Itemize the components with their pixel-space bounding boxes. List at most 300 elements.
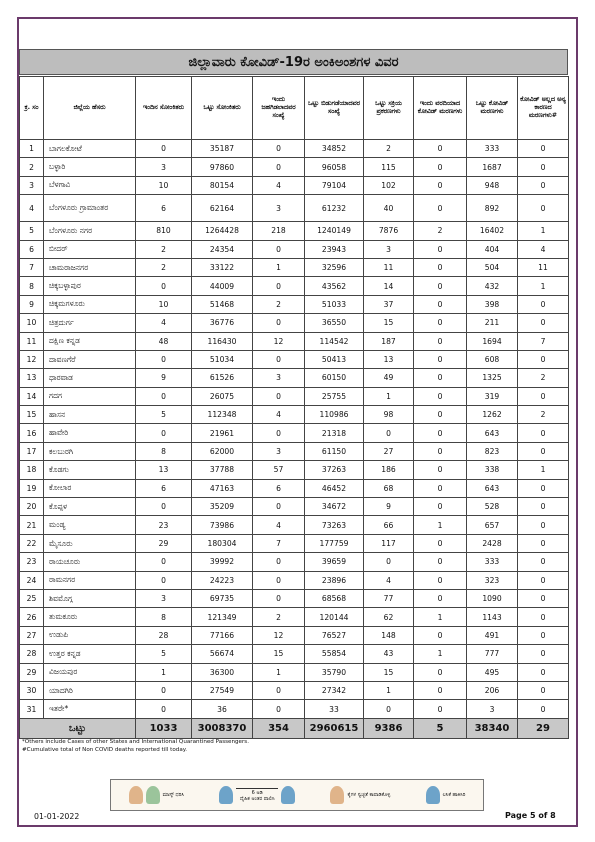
banner-mask <box>129 786 184 804</box>
row-sno: 2 <box>20 158 44 176</box>
row-sno: 19 <box>20 479 44 497</box>
row-active: 37 <box>364 295 414 313</box>
row-active: 11 <box>364 258 414 276</box>
row-today-deaths: 0 <box>414 258 467 276</box>
row-active: 66 <box>364 516 414 534</box>
row-today-positive: 0 <box>136 140 192 158</box>
table-row <box>20 369 569 387</box>
row-today-deaths: 0 <box>414 387 467 405</box>
row-today-deaths: 0 <box>414 277 467 295</box>
col-header-total-positive: ಒಟ್ಟು ಸೋಂಕಿತರು <box>192 77 253 140</box>
row-active: 27 <box>364 442 414 460</box>
row-district: ಚಿಕ್ಕಬಳ್ಳಾಪುರ <box>44 277 136 295</box>
row-district: ಉಡುಪಿ <box>44 626 136 644</box>
row-today-deaths: 0 <box>414 442 467 460</box>
row-non-covid-deaths: 0 <box>518 314 569 332</box>
row-today-positive: 6 <box>136 195 192 222</box>
table-row <box>20 700 569 718</box>
row-active: 49 <box>364 369 414 387</box>
row-today-deaths: 0 <box>414 195 467 222</box>
row-total-deaths: 3 <box>467 700 518 718</box>
row-total-discharged: 68568 <box>305 589 364 607</box>
table-row <box>20 534 569 552</box>
footnotes <box>22 739 249 754</box>
row-today-positive: 0 <box>136 700 192 718</box>
row-sno: 16 <box>20 424 44 442</box>
row-total-discharged: 96058 <box>305 158 364 176</box>
row-active: 148 <box>364 626 414 644</box>
row-non-covid-deaths: 7 <box>518 332 569 350</box>
table-row <box>20 681 569 699</box>
row-total-discharged: 39659 <box>305 553 364 571</box>
row-today-discharged: 0 <box>253 700 305 718</box>
row-non-covid-deaths: 1 <box>518 277 569 295</box>
table-row <box>20 442 569 460</box>
row-total-discharged: 43562 <box>305 277 364 295</box>
row-total-deaths: 495 <box>467 663 518 681</box>
row-today-discharged: 0 <box>253 240 305 258</box>
row-total-deaths: 777 <box>467 645 518 663</box>
row-total-deaths: 1143 <box>467 608 518 626</box>
row-total-positive: 62000 <box>192 442 253 460</box>
row-total-discharged: 120144 <box>305 608 364 626</box>
row-today-discharged: 0 <box>253 277 305 295</box>
banner-wash <box>330 786 390 804</box>
row-total-deaths: 1262 <box>467 406 518 424</box>
row-district: ದಾವಣಗೆರೆ <box>44 350 136 368</box>
row-district: ಹಾವೇರಿ <box>44 424 136 442</box>
banner-distance-value: 6 ಅಡಿ <box>251 790 263 796</box>
row-total-positive: 36 <box>192 700 253 718</box>
row-total-deaths: 323 <box>467 571 518 589</box>
row-active: 3 <box>364 240 414 258</box>
total-row <box>20 718 569 738</box>
table-row <box>20 589 569 607</box>
row-today-discharged: 1 <box>253 258 305 276</box>
row-total-positive: 36300 <box>192 663 253 681</box>
table-row <box>20 195 569 222</box>
masked-person-icon <box>129 786 143 804</box>
row-today-deaths: 0 <box>414 332 467 350</box>
row-today-positive: 28 <box>136 626 192 644</box>
table-header-row <box>20 77 569 140</box>
row-district: ಕೊಡಗು <box>44 461 136 479</box>
table-row <box>20 332 569 350</box>
row-active: 1 <box>364 681 414 699</box>
row-today-deaths: 0 <box>414 176 467 194</box>
table-row <box>20 295 569 313</box>
total-non-covid-deaths: 29 <box>518 718 569 738</box>
row-sno: 27 <box>20 626 44 644</box>
row-total-discharged: 36550 <box>305 314 364 332</box>
total-today-positive: 1033 <box>136 718 192 738</box>
row-today-deaths: 2 <box>414 222 467 240</box>
row-total-deaths: 657 <box>467 516 518 534</box>
banner-wash-text: ಕೈಗಳ ಸ್ವಚ್ಛತೆ ಕಾಪಾಡಿಕೊಳ್ಳಿ <box>347 792 391 798</box>
row-sno: 18 <box>20 461 44 479</box>
banner-mask-text: ಮಾಸ್ಕ್ ಧರಿಸಿ <box>162 792 184 798</box>
row-total-positive: 62164 <box>192 195 253 222</box>
row-total-positive: 121349 <box>192 608 253 626</box>
row-non-covid-deaths: 0 <box>518 516 569 534</box>
row-district: ವಿಜಯಪುರ <box>44 663 136 681</box>
row-district: ಇತರೇ* <box>44 700 136 718</box>
row-today-discharged: 1 <box>253 663 305 681</box>
row-active: 7876 <box>364 222 414 240</box>
row-today-deaths: 0 <box>414 240 467 258</box>
row-non-covid-deaths: 0 <box>518 195 569 222</box>
banner-vaccine <box>426 786 466 804</box>
row-district: ಹಾಸನ <box>44 406 136 424</box>
row-non-covid-deaths: 0 <box>518 479 569 497</box>
row-district: ಕೋಲಾರ <box>44 479 136 497</box>
row-today-discharged: 0 <box>253 498 305 516</box>
row-sno: 12 <box>20 350 44 368</box>
row-non-covid-deaths: 0 <box>518 387 569 405</box>
row-today-positive: 0 <box>136 681 192 699</box>
row-today-discharged: 4 <box>253 406 305 424</box>
row-sno: 28 <box>20 645 44 663</box>
col-header-active: ಒಟ್ಟು ಸಕ್ರಿಯ ಪ್ರಕರಣಗಳು <box>364 77 414 140</box>
row-sno: 29 <box>20 663 44 681</box>
row-sno: 4 <box>20 195 44 222</box>
row-total-deaths: 1325 <box>467 369 518 387</box>
row-today-deaths: 0 <box>414 571 467 589</box>
row-today-discharged: 0 <box>253 140 305 158</box>
table-row <box>20 479 569 497</box>
row-today-positive: 0 <box>136 571 192 589</box>
row-sno: 24 <box>20 571 44 589</box>
row-today-positive: 0 <box>136 424 192 442</box>
row-today-deaths: 0 <box>414 424 467 442</box>
row-total-deaths: 333 <box>467 140 518 158</box>
row-sno: 7 <box>20 258 44 276</box>
row-sno: 17 <box>20 442 44 460</box>
row-today-discharged: 4 <box>253 516 305 534</box>
row-total-discharged: 50413 <box>305 350 364 368</box>
row-district: ರಾಯಚೂರು <box>44 553 136 571</box>
row-today-positive: 3 <box>136 589 192 607</box>
row-today-discharged: 12 <box>253 332 305 350</box>
row-total-deaths: 333 <box>467 553 518 571</box>
row-total-positive: 97860 <box>192 158 253 176</box>
row-today-discharged: 6 <box>253 479 305 497</box>
masked-person-icon <box>146 786 160 804</box>
row-total-positive: 26075 <box>192 387 253 405</box>
row-total-positive: 24354 <box>192 240 253 258</box>
row-today-deaths: 1 <box>414 516 467 534</box>
row-total-deaths: 206 <box>467 681 518 699</box>
table-row <box>20 314 569 332</box>
row-total-discharged: 73263 <box>305 516 364 534</box>
row-total-positive: 69735 <box>192 589 253 607</box>
row-total-deaths: 1694 <box>467 332 518 350</box>
row-today-discharged: 0 <box>253 350 305 368</box>
row-today-positive: 0 <box>136 387 192 405</box>
row-today-positive: 8 <box>136 608 192 626</box>
table-row <box>20 240 569 258</box>
row-today-discharged: 0 <box>253 424 305 442</box>
row-total-discharged: 46452 <box>305 479 364 497</box>
row-non-covid-deaths: 0 <box>518 645 569 663</box>
row-active: 117 <box>364 534 414 552</box>
row-total-discharged: 23943 <box>305 240 364 258</box>
row-non-covid-deaths: 0 <box>518 553 569 571</box>
row-today-discharged: 2 <box>253 295 305 313</box>
row-total-deaths: 432 <box>467 277 518 295</box>
row-today-discharged: 7 <box>253 534 305 552</box>
row-today-deaths: 0 <box>414 461 467 479</box>
row-total-positive: 61526 <box>192 369 253 387</box>
row-district: ಬೆಳಗಾವಿ <box>44 176 136 194</box>
row-total-positive: 37788 <box>192 461 253 479</box>
row-today-positive: 29 <box>136 534 192 552</box>
row-active: 14 <box>364 277 414 295</box>
row-today-deaths: 1 <box>414 645 467 663</box>
row-today-deaths: 0 <box>414 158 467 176</box>
table-row <box>20 516 569 534</box>
row-total-positive: 180304 <box>192 534 253 552</box>
footnote-non-covid: #Cumulative total of Non COVID deaths reported till today. <box>22 746 188 753</box>
row-total-discharged: 61150 <box>305 442 364 460</box>
row-district: ಚಿತ್ರದುರ್ಗ <box>44 314 136 332</box>
row-sno: 14 <box>20 387 44 405</box>
table-row <box>20 645 569 663</box>
covid-appropriate-behaviour-banner <box>110 779 484 811</box>
row-total-positive: 35187 <box>192 140 253 158</box>
row-total-deaths: 404 <box>467 240 518 258</box>
row-total-discharged: 114542 <box>305 332 364 350</box>
row-sno: 31 <box>20 700 44 718</box>
vaccination-icon <box>426 786 440 804</box>
row-district: ಮಂಡ್ಯ <box>44 516 136 534</box>
row-non-covid-deaths: 0 <box>518 498 569 516</box>
row-total-positive: 1264428 <box>192 222 253 240</box>
row-active: 9 <box>364 498 414 516</box>
row-today-positive: 6 <box>136 479 192 497</box>
row-today-deaths: 0 <box>414 700 467 718</box>
row-total-deaths: 1687 <box>467 158 518 176</box>
row-total-deaths: 338 <box>467 461 518 479</box>
row-sno: 21 <box>20 516 44 534</box>
total-today-deaths: 5 <box>414 718 467 738</box>
row-today-discharged: 3 <box>253 195 305 222</box>
row-total-discharged: 55854 <box>305 645 364 663</box>
row-non-covid-deaths: 0 <box>518 608 569 626</box>
table-row <box>20 571 569 589</box>
row-sno: 20 <box>20 498 44 516</box>
row-today-positive: 13 <box>136 461 192 479</box>
row-district: ಮೈಸೂರು <box>44 534 136 552</box>
row-non-covid-deaths: 1 <box>518 222 569 240</box>
row-total-deaths: 16402 <box>467 222 518 240</box>
row-active: 187 <box>364 332 414 350</box>
row-today-discharged: 0 <box>253 314 305 332</box>
report-date: 01-01-2022 <box>34 812 80 821</box>
row-today-positive: 2 <box>136 258 192 276</box>
table-row <box>20 461 569 479</box>
row-today-positive: 0 <box>136 277 192 295</box>
row-today-deaths: 0 <box>414 350 467 368</box>
row-today-positive: 2 <box>136 240 192 258</box>
row-sno: 15 <box>20 406 44 424</box>
row-active: 0 <box>364 553 414 571</box>
row-non-covid-deaths: 0 <box>518 424 569 442</box>
total-total-positive: 3008370 <box>192 718 253 738</box>
row-district: ಚಿಕ್ಕಮಗಳೂರು <box>44 295 136 313</box>
row-sno: 23 <box>20 553 44 571</box>
row-total-positive: 36776 <box>192 314 253 332</box>
table-row <box>20 277 569 295</box>
row-total-positive: 35209 <box>192 498 253 516</box>
district-stats-table <box>19 76 569 739</box>
row-today-positive: 8 <box>136 442 192 460</box>
row-today-positive: 23 <box>136 516 192 534</box>
row-active: 68 <box>364 479 414 497</box>
row-non-covid-deaths: 0 <box>518 700 569 718</box>
row-total-discharged: 32596 <box>305 258 364 276</box>
table-row <box>20 553 569 571</box>
row-total-deaths: 608 <box>467 350 518 368</box>
row-active: 115 <box>364 158 414 176</box>
row-today-discharged: 4 <box>253 176 305 194</box>
row-today-positive: 0 <box>136 553 192 571</box>
row-total-discharged: 60150 <box>305 369 364 387</box>
row-total-discharged: 21318 <box>305 424 364 442</box>
row-total-discharged: 76527 <box>305 626 364 644</box>
person-icon <box>281 786 295 804</box>
row-total-deaths: 948 <box>467 176 518 194</box>
row-active: 43 <box>364 645 414 663</box>
person-icon <box>219 786 233 804</box>
banner-vaccine-text: ಲಸಿಕೆ ಹಾಕಿಸಿರಿ <box>442 792 466 798</box>
row-active: 15 <box>364 663 414 681</box>
row-today-positive: 10 <box>136 295 192 313</box>
row-total-deaths: 2428 <box>467 534 518 552</box>
row-district: ತುಮಕೂರು <box>44 608 136 626</box>
row-today-deaths: 0 <box>414 369 467 387</box>
page-title: ಜಿಲ್ಲಾವಾರು ಕೋವಿಡ್-19ರ ಅಂಕಿಅಂಶಗಳ ವಿವರ <box>19 49 568 75</box>
row-non-covid-deaths: 0 <box>518 626 569 644</box>
row-sno: 8 <box>20 277 44 295</box>
row-district: ಉತ್ತರ ಕನ್ನಡ <box>44 645 136 663</box>
row-total-positive: 112348 <box>192 406 253 424</box>
row-active: 40 <box>364 195 414 222</box>
row-today-positive: 5 <box>136 645 192 663</box>
row-district: ಚಾಮರಾಜನಗರ <box>44 258 136 276</box>
row-today-discharged: 3 <box>253 369 305 387</box>
row-active: 4 <box>364 571 414 589</box>
row-total-deaths: 823 <box>467 442 518 460</box>
row-active: 0 <box>364 700 414 718</box>
row-non-covid-deaths: 0 <box>518 534 569 552</box>
row-non-covid-deaths: 2 <box>518 369 569 387</box>
banner-distance <box>219 786 295 804</box>
row-sno: 26 <box>20 608 44 626</box>
banner-distance-text: ದೈಹಿಕ ಅಂತರ ಪಾಲಿಸಿ <box>239 796 275 802</box>
row-total-discharged: 35790 <box>305 663 364 681</box>
row-today-discharged: 0 <box>253 553 305 571</box>
row-today-positive: 9 <box>136 369 192 387</box>
row-today-discharged: 3 <box>253 442 305 460</box>
col-header-total-discharged: ಒಟ್ಟು ಬಿಡುಗಡೆಯಾದವರ ಸಂಖ್ಯೆ <box>305 77 364 140</box>
row-active: 13 <box>364 350 414 368</box>
row-sno: 6 <box>20 240 44 258</box>
row-today-positive: 10 <box>136 176 192 194</box>
table-row <box>20 222 569 240</box>
row-total-deaths: 892 <box>467 195 518 222</box>
row-total-deaths: 211 <box>467 314 518 332</box>
row-total-deaths: 528 <box>467 498 518 516</box>
row-sno: 13 <box>20 369 44 387</box>
row-total-discharged: 34672 <box>305 498 364 516</box>
row-total-positive: 21961 <box>192 424 253 442</box>
page-number: Page 5 of 8 <box>505 811 556 820</box>
row-today-discharged: 15 <box>253 645 305 663</box>
row-today-deaths: 0 <box>414 479 467 497</box>
table-row <box>20 424 569 442</box>
col-header-sno: ಕ್ರ. ಸಂ <box>20 77 44 140</box>
table-row <box>20 608 569 626</box>
row-total-positive: 56674 <box>192 645 253 663</box>
row-total-discharged: 51033 <box>305 295 364 313</box>
row-total-discharged: 23896 <box>305 571 364 589</box>
row-today-discharged: 0 <box>253 571 305 589</box>
row-total-discharged: 177759 <box>305 534 364 552</box>
row-total-deaths: 643 <box>467 424 518 442</box>
table-row <box>20 350 569 368</box>
row-sno: 3 <box>20 176 44 194</box>
row-today-deaths: 0 <box>414 589 467 607</box>
row-today-discharged: 12 <box>253 626 305 644</box>
table-row <box>20 626 569 644</box>
row-today-discharged: 0 <box>253 158 305 176</box>
row-today-discharged: 0 <box>253 387 305 405</box>
row-district: ಯಾದಗಿರಿ <box>44 681 136 699</box>
row-total-discharged: 34852 <box>305 140 364 158</box>
table-row <box>20 158 569 176</box>
row-district: ಕಲಬುರಗಿ <box>44 442 136 460</box>
row-today-deaths: 0 <box>414 553 467 571</box>
row-today-deaths: 0 <box>414 534 467 552</box>
row-today-discharged: 0 <box>253 681 305 699</box>
row-total-deaths: 398 <box>467 295 518 313</box>
row-total-positive: 51468 <box>192 295 253 313</box>
row-non-covid-deaths: 0 <box>518 442 569 460</box>
table-row <box>20 387 569 405</box>
row-total-discharged: 79104 <box>305 176 364 194</box>
col-header-total-deaths: ಒಟ್ಟು ಕೋವಿಡ್ ಮರಣಗಳು <box>467 77 518 140</box>
table-row <box>20 140 569 158</box>
row-active: 0 <box>364 424 414 442</box>
row-sno: 25 <box>20 589 44 607</box>
row-total-discharged: 33 <box>305 700 364 718</box>
table-row <box>20 498 569 516</box>
row-total-positive: 116430 <box>192 332 253 350</box>
row-total-discharged: 27342 <box>305 681 364 699</box>
row-district: ದಕ್ಷಿಣ ಕನ್ನಡ <box>44 332 136 350</box>
total-today-discharged: 354 <box>253 718 305 738</box>
row-active: 186 <box>364 461 414 479</box>
row-sno: 10 <box>20 314 44 332</box>
row-non-covid-deaths: 1 <box>518 461 569 479</box>
row-sno: 1 <box>20 140 44 158</box>
row-total-deaths: 1090 <box>467 589 518 607</box>
row-district: ಧಾರವಾಡ <box>44 369 136 387</box>
row-today-deaths: 1 <box>414 608 467 626</box>
col-header-today-discharged: ಇಂದು ಜಹಗಿಡಲಾದವರ ಸಂಖ್ಯೆ <box>253 77 305 140</box>
row-sno: 22 <box>20 534 44 552</box>
